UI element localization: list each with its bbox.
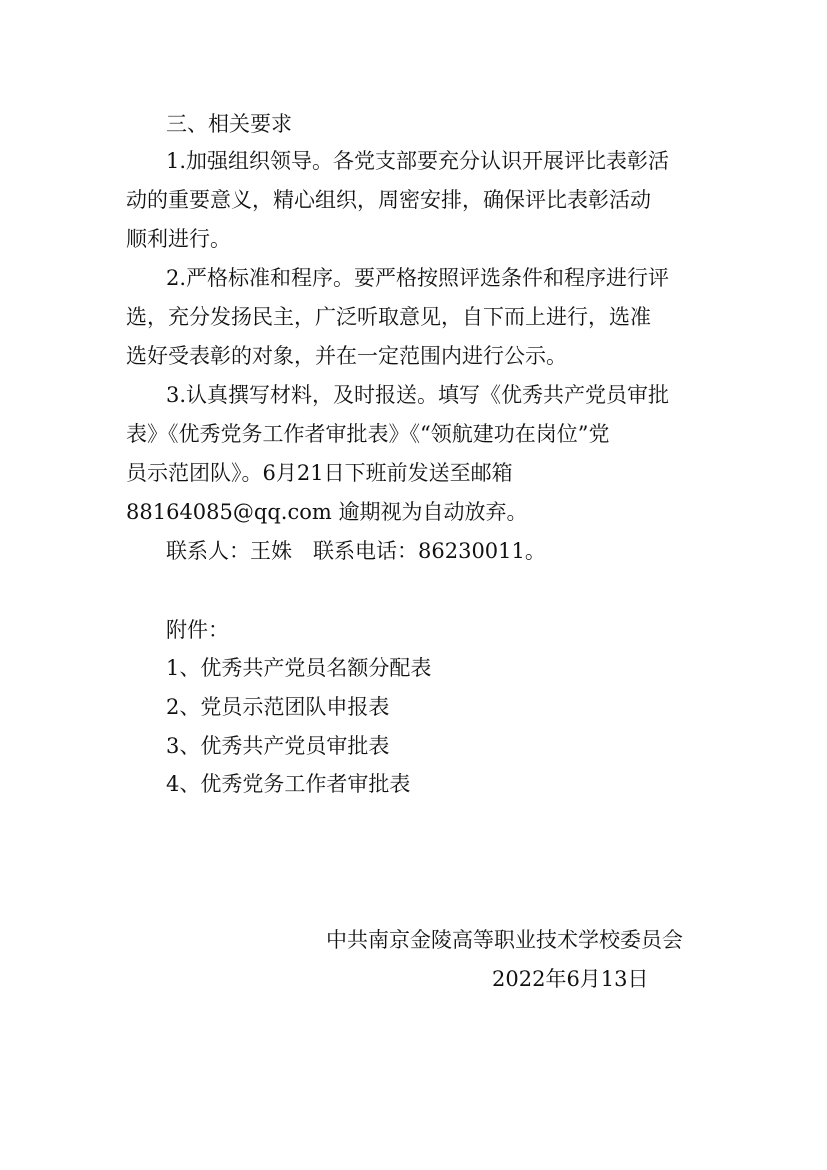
signature-organization: 中共南京金陵高等职业技术学校委员会 (326, 928, 683, 952)
requirement-1-line-2: 动的重要意义，精心组织，周密安排，确保评比表彰活动 (126, 188, 651, 212)
attachment-item: 2、党员示范团队申报表 (166, 695, 390, 719)
contact-line: 联系人：王姝 联系电话：86230011。 (166, 539, 546, 563)
requirement-3-line-3: 员示范团队》。6月21日下班前发送至邮箱 (126, 461, 513, 485)
requirement-1-line-3: 顺利进行。 (126, 227, 231, 251)
attachment-item: 1、优秀共产党员名额分配表 (166, 656, 432, 680)
requirement-2-line-3: 选好受表彰的对象，并在一定范围内进行公示。 (126, 344, 567, 368)
requirement-3-line-2: 表》《优秀党务工作者审批表》《“领航建功在岗位”党 (126, 422, 610, 446)
requirement-3-line-1: 3.认真撰写材料，及时报送。填写《优秀共产党员审批 (166, 383, 670, 407)
signature-date: 2022年6月13日 (492, 967, 649, 991)
attachment-item: 3、优秀共产党员审批表 (166, 734, 390, 758)
section-heading: 三、相关要求 (166, 112, 292, 136)
requirement-2-line-2: 选，充分发扬民主，广泛听取意见，自下而上进行，选准 (126, 305, 651, 329)
requirement-1-line-1: 1.加强组织领导。各党支部要充分认识开展评比表彰活 (166, 149, 670, 173)
requirement-3-line-4: 88164085@qq.com 逾期视为自动放弃。 (126, 500, 528, 524)
requirement-2-line-1: 2.严格标准和程序。要严格按照评选条件和程序进行评 (166, 266, 670, 290)
attachments-heading: 附件： (166, 618, 229, 642)
attachment-item: 4、优秀党务工作者审批表 (166, 772, 411, 796)
